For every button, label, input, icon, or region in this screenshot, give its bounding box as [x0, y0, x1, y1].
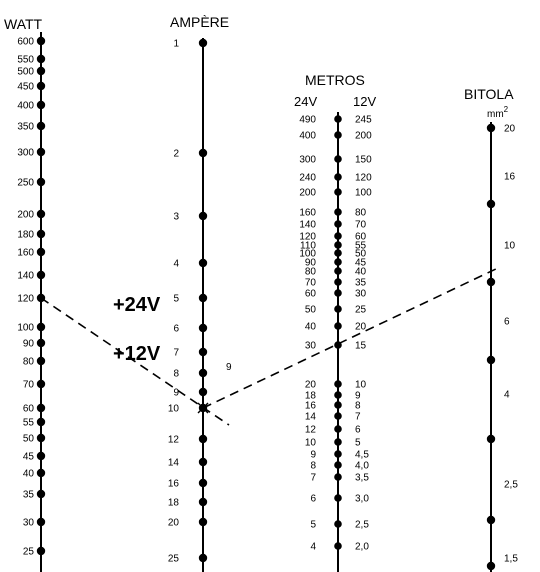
watt-tick-label: 45	[22, 451, 34, 463]
ampere-tick-dot	[199, 554, 207, 562]
metros-tick-dot	[334, 155, 342, 163]
metros-12v-tick-label: 150	[355, 154, 372, 166]
ampere-tick-label: 2	[173, 148, 179, 160]
metros-24v-tick-label: 110	[300, 240, 316, 252]
metros-24v-tick-label: 12	[304, 424, 316, 436]
watt-tick-label: 70	[22, 379, 34, 391]
metros-tick-dot	[334, 258, 342, 266]
bitola-unit: $mm^2$	[487, 105, 509, 120]
watt-tick-dot	[37, 518, 45, 526]
voltage-12v-label: +12V	[113, 343, 161, 365]
metros-12v-tick-label: 4,5	[355, 449, 369, 461]
watt-tick-label: 25	[22, 546, 34, 558]
ampere-tick-dot	[199, 518, 207, 526]
metros-24v-tick-label: 16	[304, 400, 316, 412]
watt-tick-dot	[37, 380, 45, 388]
ampere-tick-dot	[199, 324, 207, 332]
watt-tick-dot	[37, 294, 45, 302]
metros-24v-tick-label: 9	[310, 449, 316, 461]
metros-24v-tick-label: 90	[304, 257, 316, 269]
ampere-tick-label: 5	[173, 293, 179, 305]
watt-tick-label: 250	[17, 177, 34, 189]
metros-12v-tick-label: 2,0	[355, 541, 369, 553]
metros-12v-tick-label: 50	[355, 248, 367, 260]
ampere-tick-label: 8	[173, 368, 179, 380]
metros-24v-tick-label: 50	[304, 304, 316, 316]
metros-24v-tick-label: 80	[304, 266, 316, 278]
watt-tick-dot	[37, 547, 45, 555]
watt-tick-dot	[37, 122, 45, 130]
watt-tick-label: 450	[17, 81, 34, 93]
metros-tick-dot	[334, 473, 342, 481]
metros-tick-dot	[334, 494, 342, 502]
watt-tick-dot	[37, 469, 45, 477]
metros-tick-dot	[334, 322, 342, 330]
bitola-tick-dot	[487, 435, 495, 443]
metros-24v-tick-label: 490	[299, 114, 316, 126]
metros-24v-tick-label: 200	[299, 187, 316, 199]
metros-24v-tick-label: 6	[310, 493, 316, 505]
ampere-tick-label: 14	[167, 457, 179, 469]
metros-12v-tick-label: 120	[355, 172, 372, 184]
ampere-tick-label: 10	[167, 403, 179, 415]
watt-tick-dot	[37, 248, 45, 256]
watt-tick-label: 200	[17, 209, 34, 221]
metros-24v-tick-label: 10	[304, 437, 316, 449]
watt-tick-dot	[37, 404, 45, 412]
metros-tick-dot	[334, 289, 342, 297]
tick-layer	[17, 37, 518, 571]
watt-tick-label: 140	[17, 270, 34, 282]
metros-tick-dot	[334, 450, 342, 458]
ampere-tick-dot	[199, 479, 207, 487]
metros-tick-dot	[334, 412, 342, 420]
watt-tick-label: 30	[22, 517, 34, 529]
bitola-tick-dot	[487, 562, 495, 570]
metros-24v-tick-label: 60	[304, 288, 316, 300]
metros-12v-tick-label: 7	[355, 411, 361, 423]
bitola-tick-dot	[487, 200, 495, 208]
metros-24v-tick-label: 7	[310, 472, 316, 484]
reading-line-12v	[203, 268, 498, 408]
metros-24v-tick-label: 18	[304, 390, 316, 402]
metros-tick-dot	[334, 341, 342, 349]
ampere-tick-label: 12	[167, 434, 179, 446]
watt-title: WATT	[4, 16, 43, 32]
metros-24v-tick-label: 160	[299, 207, 316, 219]
watt-tick-dot	[37, 37, 45, 45]
watt-tick-dot	[37, 434, 45, 442]
metros-12v-tick-label: 3,0	[355, 493, 369, 505]
bitola-tick-label: 2,5	[504, 479, 518, 491]
watt-tick-dot	[37, 452, 45, 460]
metros-tick-dot	[334, 188, 342, 196]
metros-tick-dot	[334, 173, 342, 181]
watt-tick-label: 550	[17, 54, 34, 66]
watt-tick-label: 350	[17, 121, 34, 133]
metros-12v-tick-label: 35	[355, 277, 367, 289]
ampere-tick-label: 6	[173, 323, 179, 335]
metros-12v-header: 12V	[353, 94, 377, 109]
metros-24v-header: 24V	[294, 94, 318, 109]
bitola-tick-label: 16	[504, 171, 516, 183]
metros-12v-tick-label: 3,5	[355, 472, 369, 484]
watt-tick-label: 180	[17, 229, 34, 241]
ampere-tick-label: 3	[173, 211, 179, 223]
metros-tick-dot	[334, 241, 342, 249]
ampere-tick-dot	[199, 212, 207, 220]
metros-12v-tick-label: 70	[355, 219, 367, 231]
metros-tick-dot	[334, 232, 342, 240]
metros-24v-tick-label: 400	[299, 130, 316, 142]
ampere-title: AMPÈRE	[170, 14, 230, 30]
watt-tick-dot	[37, 82, 45, 90]
metros-12v-tick-label: 55	[355, 240, 367, 252]
metros-12v-tick-label: 25	[355, 304, 367, 316]
ampere-tick-label: 16	[167, 478, 179, 490]
watt-tick-dot	[37, 418, 45, 426]
metros-12v-tick-label: 10	[355, 379, 367, 391]
metros-24v-tick-label: 240	[299, 172, 316, 184]
watt-tick-dot	[37, 101, 45, 109]
metros-12v-tick-label: 15	[355, 340, 367, 352]
watt-tick-label: 600	[17, 36, 34, 48]
metros-24v-tick-label: 140	[299, 219, 316, 231]
metros-tick-dot	[334, 208, 342, 216]
ampere-tick-dot	[199, 294, 207, 302]
metros-24v-tick-label: 120	[299, 231, 316, 243]
bitola-tick-dot	[487, 516, 495, 524]
metros-24v-tick-label: 30	[304, 340, 316, 352]
metros-title: METROS	[305, 72, 365, 88]
watt-tick-label: 400	[17, 100, 34, 112]
watt-tick-label: 120	[17, 293, 34, 305]
watt-tick-label: 500	[17, 66, 34, 78]
metros-24v-tick-label: 20	[304, 379, 316, 391]
watt-tick-label: 160	[17, 247, 34, 259]
ampere-tick-label: 18	[167, 497, 179, 509]
ampere-tick-dot	[199, 388, 207, 396]
metros-tick-dot	[334, 131, 342, 139]
watt-tick-label: 40	[22, 468, 34, 480]
watt-tick-dot	[37, 55, 45, 63]
watt-tick-dot	[37, 490, 45, 498]
metros-tick-dot	[334, 115, 342, 123]
metros-12v-tick-label: 8	[355, 400, 361, 412]
ampere-tick-dot	[199, 404, 207, 412]
watt-tick-label: 300	[17, 147, 34, 159]
watt-tick-label: 35	[22, 489, 34, 501]
watt-tick-dot	[37, 148, 45, 156]
ampere-tick-label: 20	[167, 517, 179, 529]
watt-tick-label: 50	[22, 433, 34, 445]
watt-tick-label: 100	[17, 322, 34, 334]
metros-12v-tick-label: 2,5	[355, 519, 369, 531]
watt-tick-label: 60	[22, 403, 34, 415]
metros-12v-tick-label: 245	[355, 114, 372, 126]
metros-12v-tick-label: 5	[355, 437, 361, 449]
metros-24v-tick-label: 4	[310, 541, 316, 553]
ampere-tick-dot	[199, 458, 207, 466]
watt-tick-label: 90	[22, 338, 34, 350]
metros-12v-tick-label: 9	[355, 390, 361, 402]
metros-24v-tick-label: 40	[304, 321, 316, 333]
metros-tick-dot	[334, 438, 342, 446]
metros-tick-dot	[334, 391, 342, 399]
metros-24v-tick-label: 8	[310, 460, 316, 472]
metros-tick-dot	[334, 401, 342, 409]
ampere-tick-dot	[199, 348, 207, 356]
metros-tick-dot	[334, 278, 342, 286]
bitola-tick-label: 10	[504, 240, 516, 252]
ampere-tick-dot	[199, 259, 207, 267]
metros-12v-tick-label: 4,0	[355, 460, 369, 472]
watt-tick-dot	[37, 178, 45, 186]
ampere-tick-dot	[199, 39, 207, 47]
metros-tick-dot	[334, 542, 342, 550]
ampere-tick-dot	[199, 149, 207, 157]
metros-24v-tick-label: 100	[299, 248, 316, 260]
metros-tick-dot	[334, 267, 342, 275]
metros-12v-tick-label: 100	[355, 187, 372, 199]
metros-12v-tick-label: 6	[355, 424, 361, 436]
watt-tick-dot	[37, 230, 45, 238]
bitola-title: BITOLA	[464, 86, 514, 102]
ampere-tick-label: 9	[173, 387, 179, 399]
metros-12v-tick-label: 45	[355, 257, 367, 269]
watt-tick-label: 80	[22, 356, 34, 368]
bitola-tick-dot	[487, 124, 495, 132]
metros-12v-tick-label: 30	[355, 288, 367, 300]
watt-tick-dot	[37, 67, 45, 75]
watt-tick-dot	[37, 357, 45, 365]
ampere-tick-dot	[199, 435, 207, 443]
metros-12v-tick-label: 40	[355, 266, 367, 278]
bitola-tick-label: 6	[504, 316, 510, 328]
voltage-24v-label: +24V	[113, 294, 161, 316]
metros-tick-dot	[334, 249, 342, 257]
bitola-tick-label: 1,5	[504, 553, 518, 565]
watt-tick-dot	[37, 323, 45, 331]
metros-24v-tick-label: 14	[304, 411, 316, 423]
stray-label: 9	[226, 362, 232, 373]
bitola-tick-dot	[487, 356, 495, 364]
watt-tick-dot	[37, 271, 45, 279]
metros-tick-dot	[334, 220, 342, 228]
watt-tick-dot	[37, 210, 45, 218]
ampere-tick-label: 4	[173, 258, 179, 270]
ampere-tick-dot	[199, 369, 207, 377]
metros-tick-dot	[334, 461, 342, 469]
metros-tick-dot	[334, 380, 342, 388]
bitola-tick-label: 4	[504, 389, 510, 401]
metros-tick-dot	[334, 520, 342, 528]
bitola-tick-dot	[487, 278, 495, 286]
bitola-tick-label: 20	[504, 123, 516, 135]
metros-tick-dot	[334, 305, 342, 313]
metros-12v-tick-label: 80	[355, 207, 367, 219]
ampere-tick-dot	[199, 498, 207, 506]
ampere-tick-label: 1	[173, 38, 179, 50]
metros-12v-tick-label: 200	[355, 130, 372, 142]
ampere-tick-label: 25	[167, 553, 179, 565]
metros-24v-tick-label: 70	[304, 277, 316, 289]
ampere-tick-label: 7	[173, 347, 179, 359]
metros-tick-dot	[334, 425, 342, 433]
metros-24v-tick-label: 5	[310, 519, 316, 531]
metros-24v-tick-label: 300	[299, 154, 316, 166]
metros-12v-tick-label: 20	[355, 321, 367, 333]
watt-tick-label: 55	[22, 417, 34, 429]
metros-12v-tick-label: 60	[355, 231, 367, 243]
watt-tick-dot	[37, 339, 45, 347]
